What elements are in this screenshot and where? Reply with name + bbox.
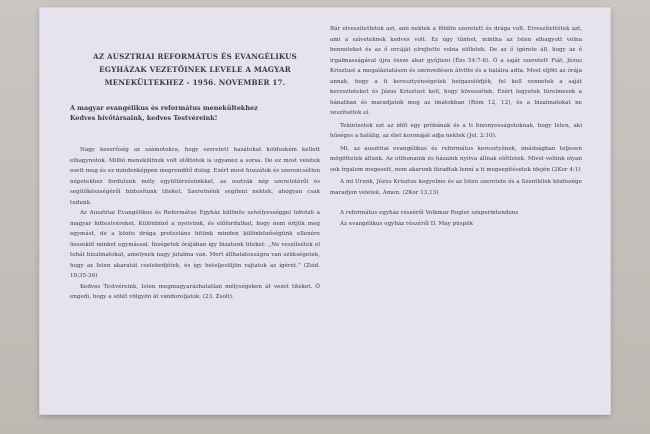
title-line: MENEKÜLTEKHEZ - 1956. NOVEMBER 17. [104,78,286,87]
title-line: AZ AUSZTRIAI REFORMÁTUS ÉS EVANGÉLIKUS [93,52,297,61]
left-column [70,26,320,303]
right-column [330,24,582,229]
addressee [70,103,320,123]
letter-title [70,50,320,89]
paragraph: Nagy keserűség az számotokra, hogy szeretett hazátokat kolduském kellett elhagynotok. Millió menekültnek volt előttetek is ugyanez a sorsa. De ez most veletek esett meg és ez mindenképpen megrendítő dolog. Ezért most hozzátok és szerencsétlen népetekhez fordulunk mély együttérzésünkkel, az osztrák nép szeretetéről és segítőkészségéről biztosítunk titeket. Szeretnénk segíteni nektek, ahogyan csak tudunk. [70,147,320,206]
title-line: EGYHÁZAK VEZETŐINEK LEVELE A MAGYAR [99,65,291,74]
signature-block [330,208,582,229]
paragraph: Kedves Testvéreink, Isten megmagyarázhatatlan mélységeken át vezet titeket. Ő engedi, hogy a sötét völgyön át vándoroljatok. (23. Zsolt). [70,283,320,300]
paragraph: Mi, az ausztriai evangélikus és református keresztyének, imádságban teljesen mögöttetek állunk. Az otthonaink és házaink nyitva állnak előttetek. Mivel velünk olyan sok írgalom megesett, nem akarunk fáradtak lenni a ti megsegítésetek idején (2Kor 4:1) [330,145,582,173]
addressee-line: A magyar evangélikus és református menekültekhez [70,104,258,112]
signature-line: A református egyház részéről Volkmar Rogler szuperintendens [340,210,519,216]
left-body [70,145,320,303]
paragraph: A mi Urunk, Jézus Krisztus kegyelme és az Isten szeretete és a Szentlélek közössége maradjon veletek. Ámen. (2Kor 13,13) [330,179,582,196]
letter-page [40,8,610,414]
paragraph: Bár elveszítettetek azt, ami nektek a földön szeretett és drága volt. Elveszítettétek azt, ami a szíveteknek kedves volt. Ez úgy tűnhet, mintha az Isten elhagyott volna benneteket és az ő orcáját elrejtette volna előletek. De az ő igérete áll, hogy az ő irgalmasságával újra össze akar gyűjteni (Ézs 54:7-8). Ő a saját szeretett Fiát, Jézus Krisztust a megaláztatáson és szenvedésen átvitte és a halálra adta. Most eljött az órája annak, hogy a ti keresztyénségetek beigazolódjék, fel kell vennetek a saját kereszteteket és Jézus Krisztust kell, hogy kövessétek. Ezért legyetek türelmesek a bánatban és maradjatok meg az imátokban (Róm 12, 12), és a bizalmatokat ne veszítsétek el. [330,26,582,116]
paragraph: Az Ausztriai Evangélikus és Református Egyház különös szívélyességgel üdvözli a magyar hittestvéreket. Különböző a nyelvünk, és előfordulhat, hogy nem értjük meg egymást, de a közös drága protestáns hitünk minden különbözőségünk ellenére összeköt minket egymással. Ínségetek órájában így bizatunk titeket: „Ne veszítsétek el tehát bizalmatokat, amelynek nagy jutalma van. Mert állhatatosságra van szükségetek, hogy az Isten akaratát cselekedjétek, és így beteljesüljön rajtatok az ígéret.” (Zsid. 10:35-36) [70,210,320,279]
paragraph: Tekintsetek ezt az időt egy próbának és a ti bizonyosságotoknak, hogy Isten, aki hűséges a halálig, az élet koronáját adja nektek (Jel. 2:10). [330,122,582,139]
addressee-line: Kedves hívőtársaink, kedves Testvéreink! [70,114,218,122]
signature-line: Az evangélikus egyház részéről D. May püspök [340,220,473,227]
